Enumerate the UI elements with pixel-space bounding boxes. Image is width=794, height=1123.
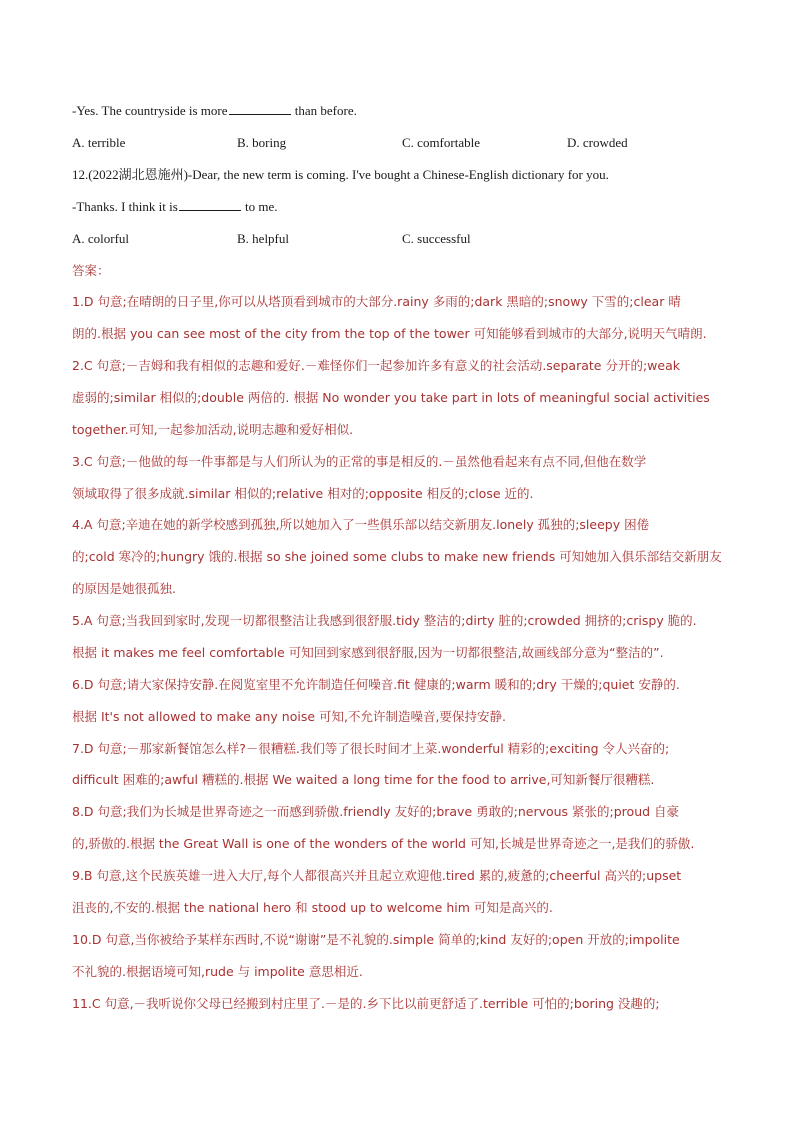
answer-line: 根据 It's not allowed to make any noise 可知,不允许制造噪音,要保持安静. (72, 709, 506, 724)
option-b: B. boring (237, 135, 287, 150)
question-12-stem: 12.(2022湖北恩施州)-Dear, the new term is coming. I've bought a Chinese-English dictionary for you. (72, 167, 609, 182)
answer-line: 11.C 句意,－我听说你父母已经搬到村庄里了.－是的.乡下比以前更舒适了.terrible 可怕的;boring 没趣的; (72, 996, 660, 1011)
answer-line: 虚弱的;similar 相似的;double 两倍的. 根据 No wonder you take part in lots of meaningful social activities (72, 390, 710, 405)
answer-line: 不礼貌的.根据语境可知,rude 与 impolite 意思相近. (72, 964, 363, 979)
question-12-text-before: -Thanks. I think it is (72, 199, 178, 214)
answer-line: 的原因是她很孤独. (72, 581, 176, 596)
option-b: B. helpful (237, 231, 289, 246)
answer-line: 4.A 句意;辛迪在她的新学校感到孤独,所以她加入了一些俱乐部以结交新朋友.lonely 孤独的;sleepy 困倦 (72, 517, 650, 532)
answer-line: 8.D 句意;我们为长城是世界奇迹之一而感到骄傲.friendly 友好的;brave 勇敢的;nervous 紧张的;proud 自豪 (72, 804, 680, 819)
option-d: D. crowded (567, 135, 628, 150)
question-11-options (72, 134, 732, 152)
question-11-text-after: than before. (291, 103, 357, 118)
answer-blank (179, 198, 241, 211)
answer-line: 根据 it makes me feel comfortable 可知回到家感到很舒服,因为一切都很整洁,故画线部分意为“整洁的”. (72, 645, 664, 660)
answer-line: 的,骄傲的.根据 the Great Wall is one of the wonders of the world 可知,长城是世界奇迹之一,是我们的骄傲. (72, 836, 695, 851)
option-a: A. terrible (72, 135, 126, 150)
answer-line: 5.A 句意;当我回到家时,发现一切都很整洁让我感到很舒服.tidy 整洁的;dirty 脏的;crowded 拥挤的;crispy 脆的. (72, 613, 697, 628)
question-11-text-before: -Yes. The countryside is more (72, 103, 228, 118)
answer-line: 领域取得了很多成就.similar 相似的;relative 相对的;opposite 相反的;close 近的. (72, 486, 534, 501)
answer-line: together.可知,一起参加活动,说明志趣和爱好相似. (72, 422, 354, 437)
answer-line: 朗的.根据 you can see most of the city from the top of the tower 可知能够看到城市的大部分,说明天气晴朗. (72, 326, 707, 341)
question-12-line (72, 198, 732, 216)
question-11-line (72, 102, 732, 120)
answers-heading: 答案： (72, 263, 110, 278)
answer-line: 的;cold 寒冷的;hungry 饿的.根据 so she joined some clubs to make new friends 可知她加入俱乐部结交新朋友 (72, 549, 722, 564)
answer-line: 9.B 句意,这个民族英雄一进入大厅,每个人都很高兴并且起立欢迎他.tired 累的,疲惫的;cheerful 高兴的;upset (72, 868, 682, 883)
question-12-options (72, 230, 732, 248)
option-c: C. comfortable (402, 135, 480, 150)
answer-line: 7.D 句意;－那家新餐馆怎么样?－很糟糕.我们等了很长时间才上菜.wonderful 精彩的;exciting 令人兴奋的; (72, 741, 670, 756)
answer-line: 2.C 句意;－吉姆和我有相似的志趣和爱好.－难怪你们一起参加许多有意义的社会活动.separate 分开的;weak (72, 358, 680, 373)
answer-line: difficult 困难的;awful 糟糕的.根据 We waited a long time for the food to arrive,可知新餐厅很糟糕. (72, 772, 655, 787)
answer-line: 沮丧的,不安的.根据 the national hero 和 stood up to welcome him 可知是高兴的. (72, 900, 553, 915)
question-12-text-after: to me. (241, 199, 278, 214)
answer-line: 3.C 句意;－他做的每一件事都是与人们所认为的正常的事是相反的.－虽然他看起来有点不同,但他在数学 (72, 454, 647, 469)
answer-blank (229, 102, 291, 115)
answer-line: 10.D 句意,当你被给予某样东西时,不说“谢谢”是不礼貌的.simple 简单的;kind 友好的;open 开放的;impolite (72, 932, 680, 947)
option-a: A. colorful (72, 231, 130, 246)
answer-line: 1.D 句意;在晴朗的日子里,你可以从塔顶看到城市的大部分.rainy 多雨的;dark 黑暗的;snowy 下雪的;clear 晴 (72, 294, 681, 309)
answer-line: 6.D 句意;请大家保持安静.在阅览室里不允许制造任何噪音.fit 健康的;warm 暖和的;dry 干燥的;quiet 安静的. (72, 677, 680, 692)
option-c: C. successful (402, 231, 471, 246)
